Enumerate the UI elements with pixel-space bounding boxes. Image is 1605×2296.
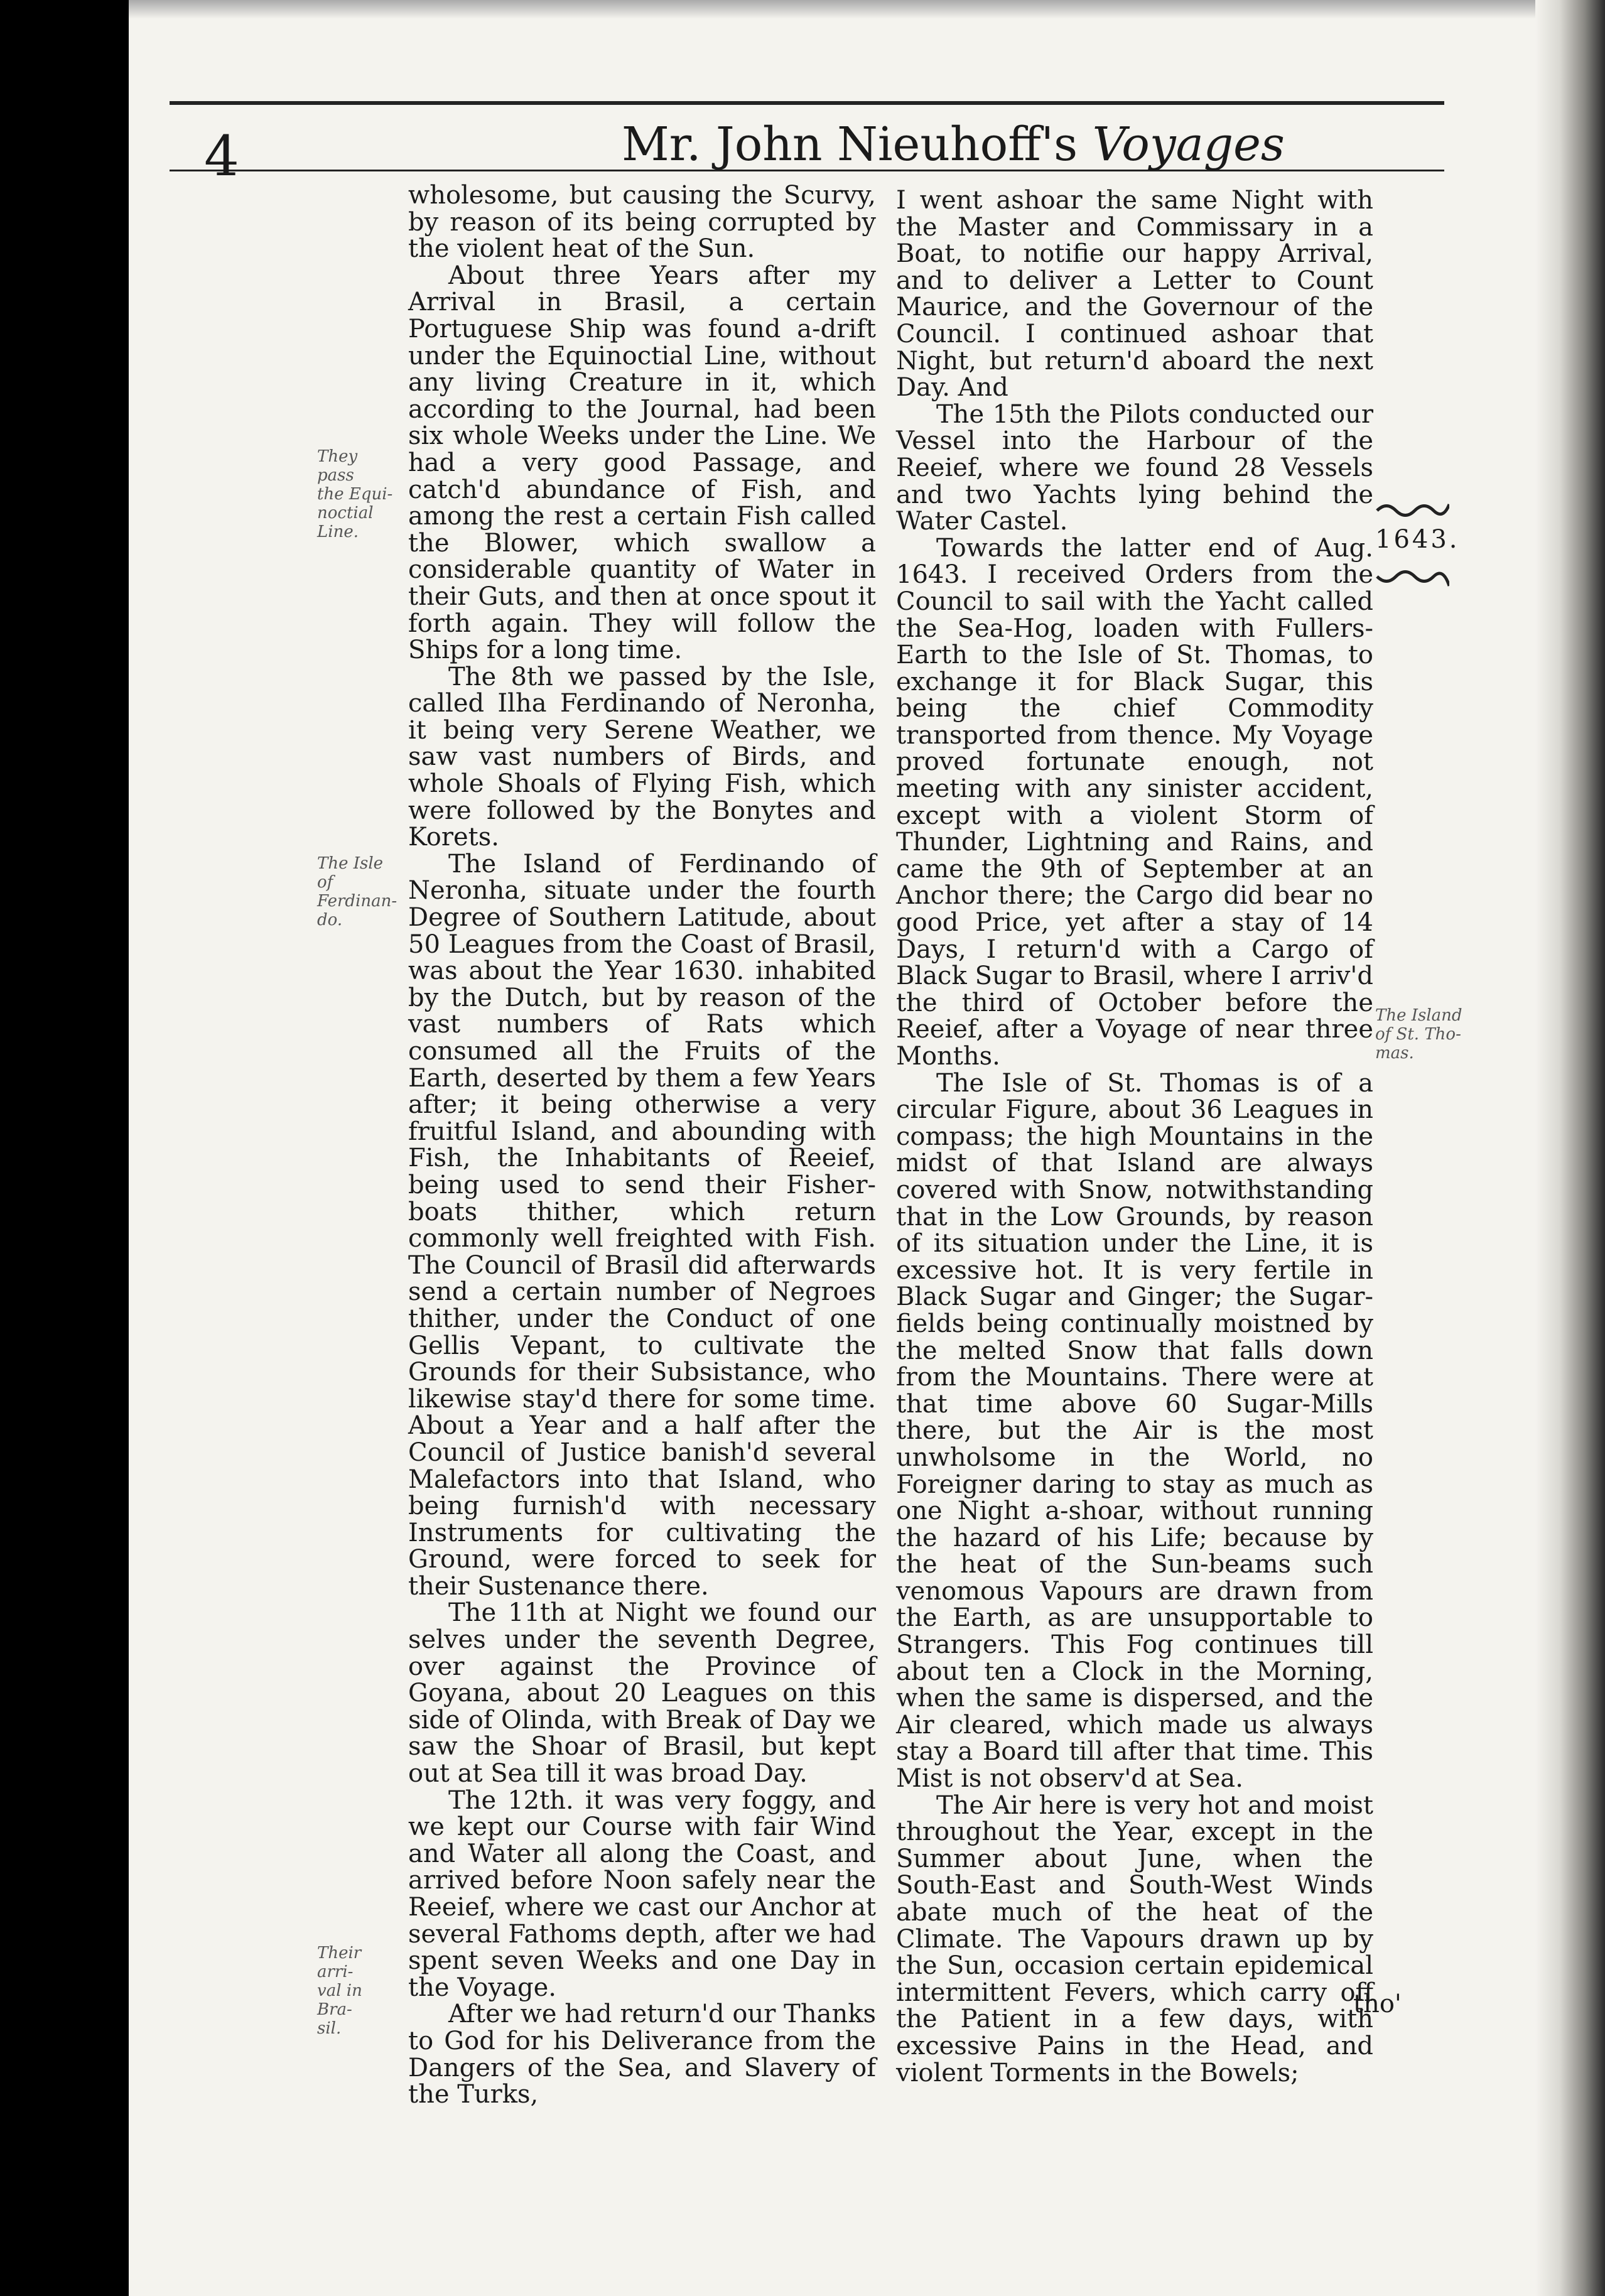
margin-note-equinoctial: They pass the Equi- noctial Line. [317,447,393,541]
paragraph: About three Years after my Arrival in Brasil, a certain Portuguese Ship was found a-drift under the Equinoctial Line, without any living Creature in it, which according to the Journal, had been six whole Weeks under the Line. We had a very good Passage, and catch'd abundance of Fish, and among the rest a certain Fish called the Blower, which swallow a considerable quantity of Water in their Guts, and then at once spout it forth again. They will follow the Ships for a long time. [408,261,876,665]
page-number: 4 [204,124,239,188]
paragraph: After we had return'd our Thanks to God for his Deliverance from the Dangers of the Sea, and Slavery of the Turks, [408,2000,876,2109]
running-title-voyages: Voyages [1092,117,1285,171]
paragraph: The Island of Ferdinando of Neronha, situate under the fourth Degree of Southern Latitude, about 50 Leagues from the Coast of Brasil, was about the Year 1630. inhabited by the Dutch, but by reason of the vast numbers of Rats which consumed all the Fruits of the Earth, deserted by them a few Years after; it being otherwise a very fruitful Island, and abounding with Fish, the Inhabitants of Reeief, being used to send their Fisher-boats thither, which return commonly well freighted with Fish. The Council of Brasil did afterwards send a certain number of Negroes thither, under the Conduct of one Gellis Vepant, to cultivate the Grounds for their Subsistance, who likewise stay'd there for some time. About a Year and a half after the Council of Justice banish'd several Malefactors into that Island, who being furnish'd with necessary Instruments for cultivating the Ground, were forced to seek for their Sustenance there. [408,849,876,1601]
paragraph: The 8th we passed by the Isle, called Ilha Ferdinando of Neronha, it being very Serene Weather, we saw vast numbers of Birds, and whole Shoals of Flying Fish, which were followed by the Bonytes and Korets. [408,662,876,852]
paragraph: I went ashoar the same Night with the Master and Commissary in a Boat, to notifie our happy Arrival, and to deliver a Letter to Count Maurice, and the Governour of the Council. I continued ashoar that Night, but return'd aboard the next Day. And [896,186,1373,403]
left-text-column [408,182,876,2108]
header-rule-top [170,101,1444,105]
paragraph: Towards the latter end of Aug. 1643. I received Orders from the Council to sail with the Yacht called the Sea-Hog, loaden with Fullers-Earth to the Isle of St. Thomas, to exchange it for Black Sugar, this being the chief Commodity transported from thence. My Voyage proved fortunate enough, not meeting with any sinister accident, except with a violent Storm of Thunder, Lightning and Rains, and came the 9th of September at an Anchor there; the Cargo did bear no good Price, yet after a stay of 14 Days, I return'd with a Cargo of Black Sugar to Brasil, where I arriv'd the third of October before the Reeief, after a Voyage of near three Months. [896,533,1373,1071]
paragraph: The 11th at Night we found our selves under the seventh Degree, over against the Province of Goyana, about 20 Leagues on this side of Olinda, with Break of Day we saw the Shoar of Brasil, but kept out at Sea till it was broad Day. [408,1598,876,1789]
margin-note-st-thomas: The Island of St. Tho- mas. [1375,1006,1462,1063]
paragraph: The 15th the Pilots conducted our Vessel into the Harbour of the Reeief, where we found 28 Vessels and two Yachts lying behind the Water Castel. [896,399,1373,536]
page-gutter-shadow [1535,0,1605,2296]
paragraph: The Isle of St. Thomas is of a circular Figure, about 36 Leagues in compass; the high Mountains in the midst of that Island are always covered with Snow, notwithstanding that in the Low Grounds, by reason of its situation under the Line, it is excessive hot. It is very fertile in Black Sugar and Ginger; the Sugar-fields being continually moistned by the melted Snow that falls down from the Mountains. There were at that time above 60 Sugar-Mills there, but the Air is the most unwholsome in the World, no Foreigner daring to stay as much as one Night a-shoar, without running the hazard of his Life; because by the heat of the Sun-beams such venomous Vapours are drawn from the Earth, as are unsupportable to Strangers. This Fog continues till about ten a Clock in the Morning, when the same is dispersed, and the Air cleared, which made us always stay a Board till after that time. This Mist is not observ'd at Sea. [896,1068,1373,1794]
page-top-shadow [129,0,1605,19]
catchword: tho' [1353,1990,1402,2018]
paragraph: The Air here is very hot and moist throughout the Year, except in the Summer about June, when the South-East and South-West Winds abate much of the heat of the Climate. The Vapours drawn up by the Sun, occasion certain epidemical intermittent Fevers, which carry off the Patient in a few days, with excessive Pains in the Head, and violent Torments in the Bowels; [896,1790,1373,2088]
paragraph: The 12th. it was very foggy, and we kept our Course with fair Wind and Water all along the Coast, and arrived before Noon safely near the Reeief, where we cast our Anchor at several Fathoms depth, after we had spent seven Weeks and one Day in the Voyage. [408,1785,876,2002]
paragraph: wholesome, but causing the Scurvy, by reason of its being corrupted by the violent heat of the Sun. [408,181,876,264]
running-title-prefix: Mr. John Nieuhoff's [622,117,1078,171]
running-title [622,113,1285,176]
margin-note-arrival: Their arri- val in Bra- sil. [317,1944,362,2038]
margin-note-year: 1643. [1375,525,1460,554]
margin-note-ferdinando: The Isle of Ferdinan- do. [317,854,397,929]
right-text-column [896,187,1373,2086]
